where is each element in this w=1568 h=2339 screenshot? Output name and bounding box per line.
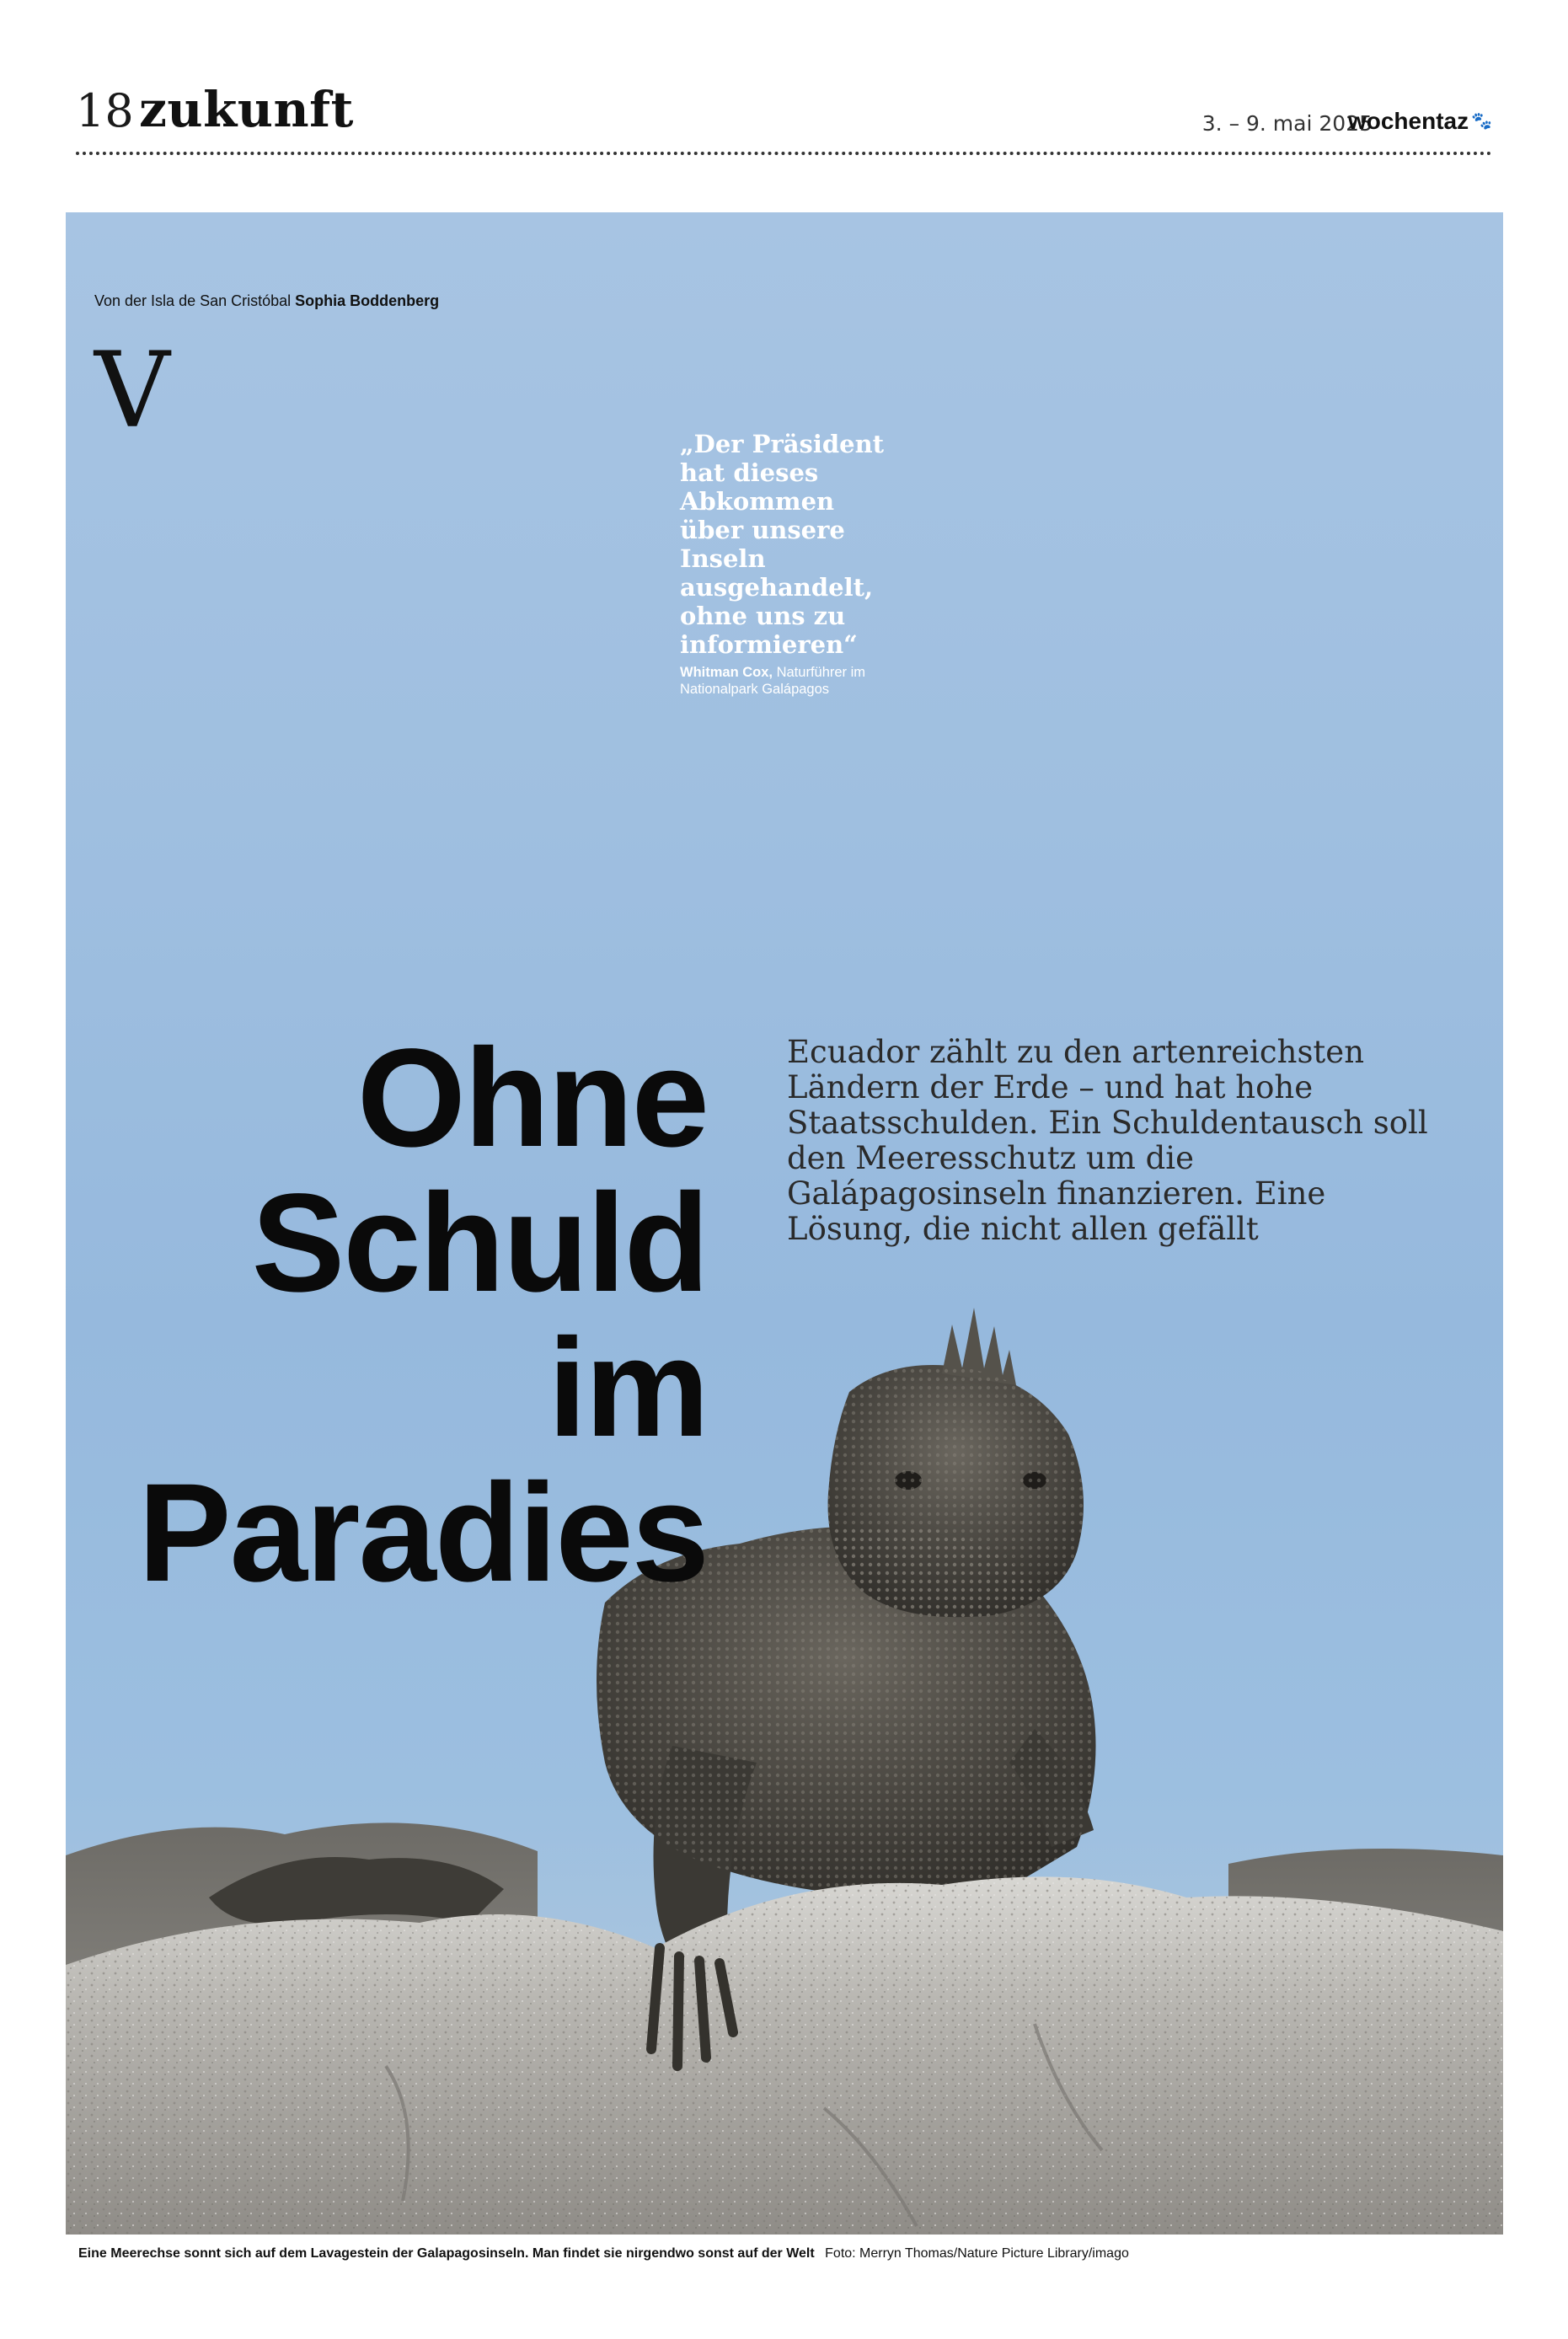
paw-icon: 🐾	[1471, 112, 1492, 131]
photo-credit: Foto: Merryn Thomas/Nature Picture Library/imago	[825, 2246, 1129, 2261]
headline-line: Paradies	[137, 1455, 708, 1611]
headline	[67, 1020, 708, 1611]
header-divider	[76, 152, 1492, 155]
byline	[94, 292, 439, 310]
deck-subheadline: Ecuador zählt zu den artenreichsten Ländern der Erde – und hat hohe Staatsschulden. Ein Schuldentausch soll den Meeresschutz um die Galápagosinseln finanzieren. Eine Lösung, die nicht allen gefällt	[787, 1034, 1428, 1247]
masthead-text: wochentaz	[1347, 108, 1469, 134]
byline-prefix: Von der Isla de San Cristóbal	[94, 292, 292, 309]
headline-line: Ohne	[356, 1020, 708, 1176]
photo-caption	[78, 2246, 1511, 2261]
caption-text: Eine Meerechse sonnt sich auf dem Lavagestein der Galapagosinseln. Man findet sie nirgendwo sonst auf der Welt	[78, 2246, 815, 2261]
masthead-logo[interactable]	[1348, 108, 1492, 135]
drop-cap: V	[94, 330, 170, 452]
byline-author: Sophia Boddenberg	[295, 292, 440, 309]
quote-speaker-role: Naturführer im Nationalpark Galápagos	[680, 665, 866, 697]
quote-speaker: Whitman Cox,	[680, 665, 773, 680]
section-title: zukunft	[139, 81, 354, 138]
pull-quote: „Der Präsident hat dieses Abkommen über unsere Inseln ausgehandelt, ohne uns zu informieren“	[680, 430, 885, 659]
headline-line: im	[548, 1310, 708, 1466]
article-column-1	[94, 330, 347, 452]
issue-date: 3. – 9. mai 2025	[1201, 111, 1373, 136]
pull-quote-attribution	[680, 664, 907, 698]
headline-line: Schuld	[251, 1165, 708, 1321]
page-number: 18	[76, 84, 134, 137]
